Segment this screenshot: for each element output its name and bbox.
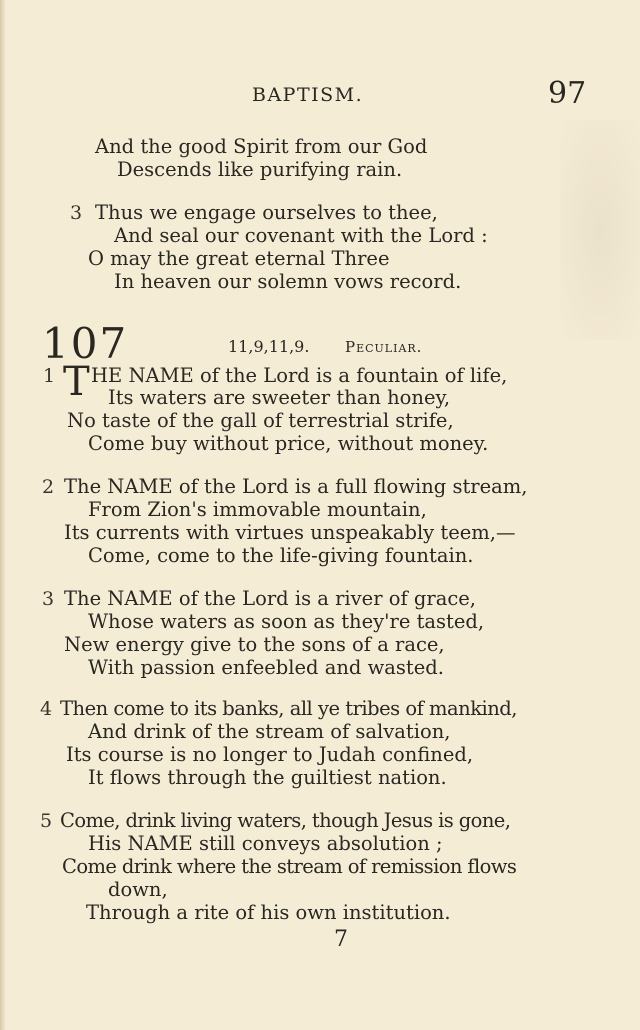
verse-line: HE NAME of the Lord is a fountain of life,: [91, 364, 508, 387]
verse-line: Come, drink living waters, though Jesus is gone,: [60, 809, 511, 832]
verse-line: And drink of the stream of salvation,: [88, 720, 451, 743]
stanza-number: 4: [40, 698, 53, 720]
verse-line: down,: [108, 878, 168, 901]
verse-line: It flows through the guiltiest nation.: [88, 766, 447, 789]
verse-line: New energy give to the sons of a race,: [64, 633, 445, 656]
page-binding-edge: [0, 0, 6, 1030]
drop-cap: T: [63, 359, 90, 405]
verse-line: The NAME of the Lord is a river of grace,: [64, 587, 476, 610]
verse-line: Then come to its banks, all ye tribes of mankind,: [60, 697, 517, 720]
page-number: 97: [548, 76, 587, 111]
verse-line: Come, come to the life-giving fountain.: [88, 544, 474, 567]
bleed-through-shadow: [560, 120, 640, 340]
verse-line: The NAME of the Lord is a full flowing stream,: [64, 475, 528, 498]
stanza-number: 2: [42, 476, 55, 498]
hymn-meter: 11,9,11,9.: [228, 337, 310, 356]
verse-line: Come drink where the stream of remission flows: [62, 855, 517, 878]
stanza-number: 3: [42, 588, 55, 610]
stanza-number: 1: [43, 365, 56, 387]
hymn-meter-name: Peculiar.: [345, 338, 423, 356]
verse-line: No taste of the gall of terrestrial strife,: [67, 409, 454, 432]
stanza-number: 3: [70, 202, 83, 224]
verse-line: Thus we engage ourselves to thee,: [95, 201, 438, 224]
verse-line: His NAME still conveys absolution ;: [88, 832, 443, 855]
verse-line: O may the great eternal Three: [88, 247, 390, 270]
page-header: [0, 76, 640, 111]
stanza-number: 5: [40, 810, 53, 832]
verse-line: Its waters are sweeter than honey,: [108, 386, 451, 409]
verse-line: Its course is no longer to Judah confined,: [66, 743, 474, 766]
verse-line: Come buy without price, without money.: [88, 432, 489, 455]
running-head: BAPTISM.: [252, 84, 364, 106]
verse-line: With passion enfeebled and wasted.: [88, 656, 444, 679]
verse-line: Whose waters as soon as they're tasted,: [88, 610, 485, 633]
verse-line: From Zion's immovable mountain,: [88, 498, 427, 521]
signature-mark: 7: [334, 927, 348, 952]
verse-line: Its currents with virtues unspeakably teem,—: [64, 521, 516, 544]
verse-line: And the good Spirit from our God: [95, 135, 428, 158]
verse-line: Through a rite of his own institution.: [86, 901, 451, 924]
verse-line: Descends like purifying rain.: [117, 158, 403, 181]
verse-line: And seal our covenant with the Lord :: [114, 224, 488, 247]
verse-line: In heaven our solemn vows record.: [114, 270, 462, 293]
hymn-number: 107: [42, 319, 129, 368]
